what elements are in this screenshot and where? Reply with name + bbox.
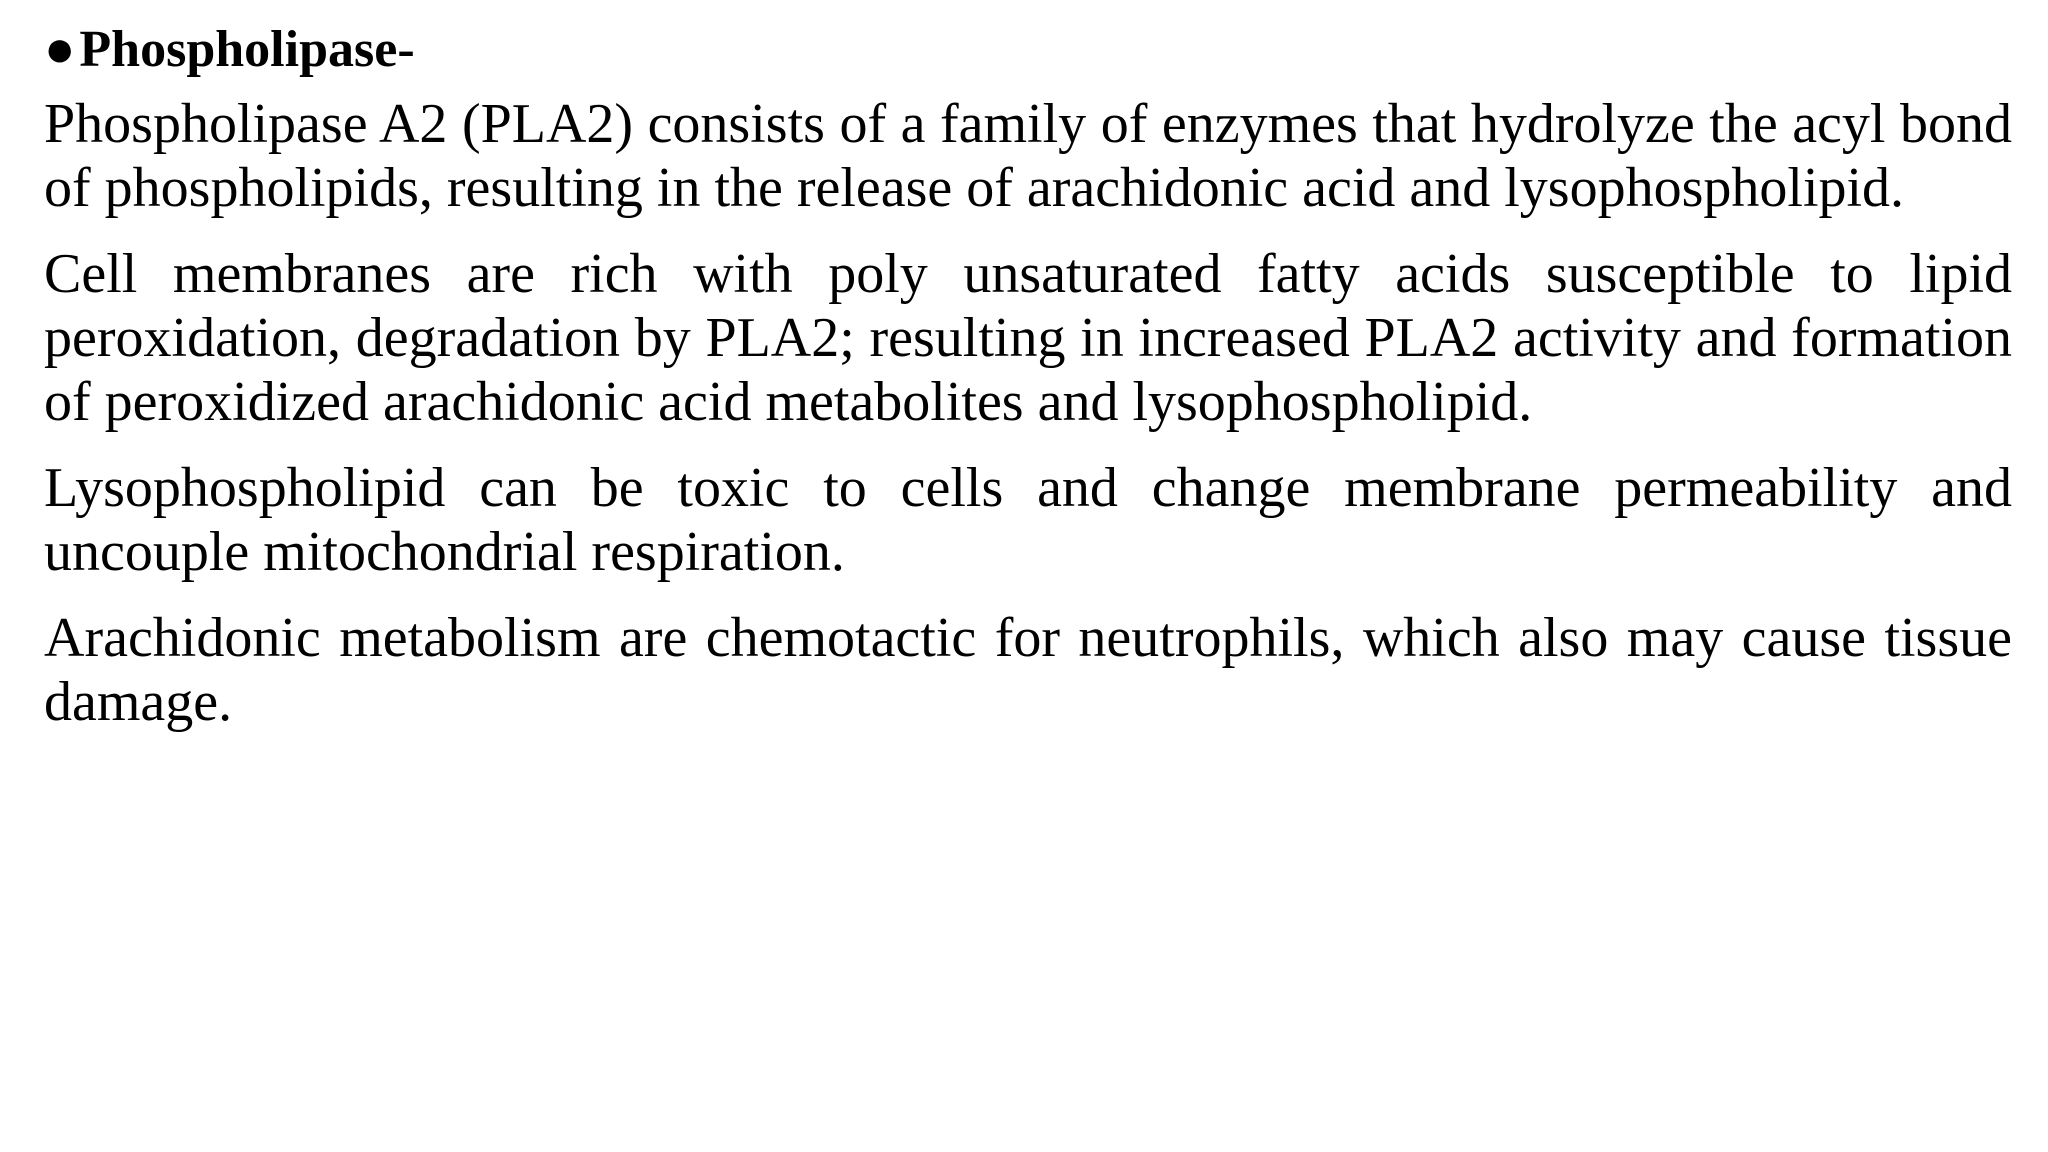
paragraph-pla2-definition: Phospholipase A2 (PLA2) consists of a family of enzymes that hydrolyze the acyl bond of phospholipids, resulting in the release of arachidonic acid and lysophospholipid. [44, 93, 2012, 219]
heading-text: Phospholipase- [79, 21, 415, 78]
section-heading [44, 18, 2012, 82]
slide-content [44, 18, 2012, 756]
paragraph-lysophospholipid: Lysophospholipid can be toxic to cells and change membrane permeability and uncouple mitochondrial respiration. [44, 457, 2012, 583]
paragraph-arachidonic-metabolism: Arachidonic metabolism are chemotactic for neutrophils, which also may cause tissue damage. [44, 607, 2012, 733]
bullet-icon: ● [44, 21, 76, 78]
paragraph-cell-membranes: Cell membranes are rich with poly unsaturated fatty acids susceptible to lipid peroxidation, degradation by PLA2; resulting in increased PLA2 activity and formation of peroxidized arachidonic acid metabolites and lysophospholipid. [44, 243, 2012, 433]
